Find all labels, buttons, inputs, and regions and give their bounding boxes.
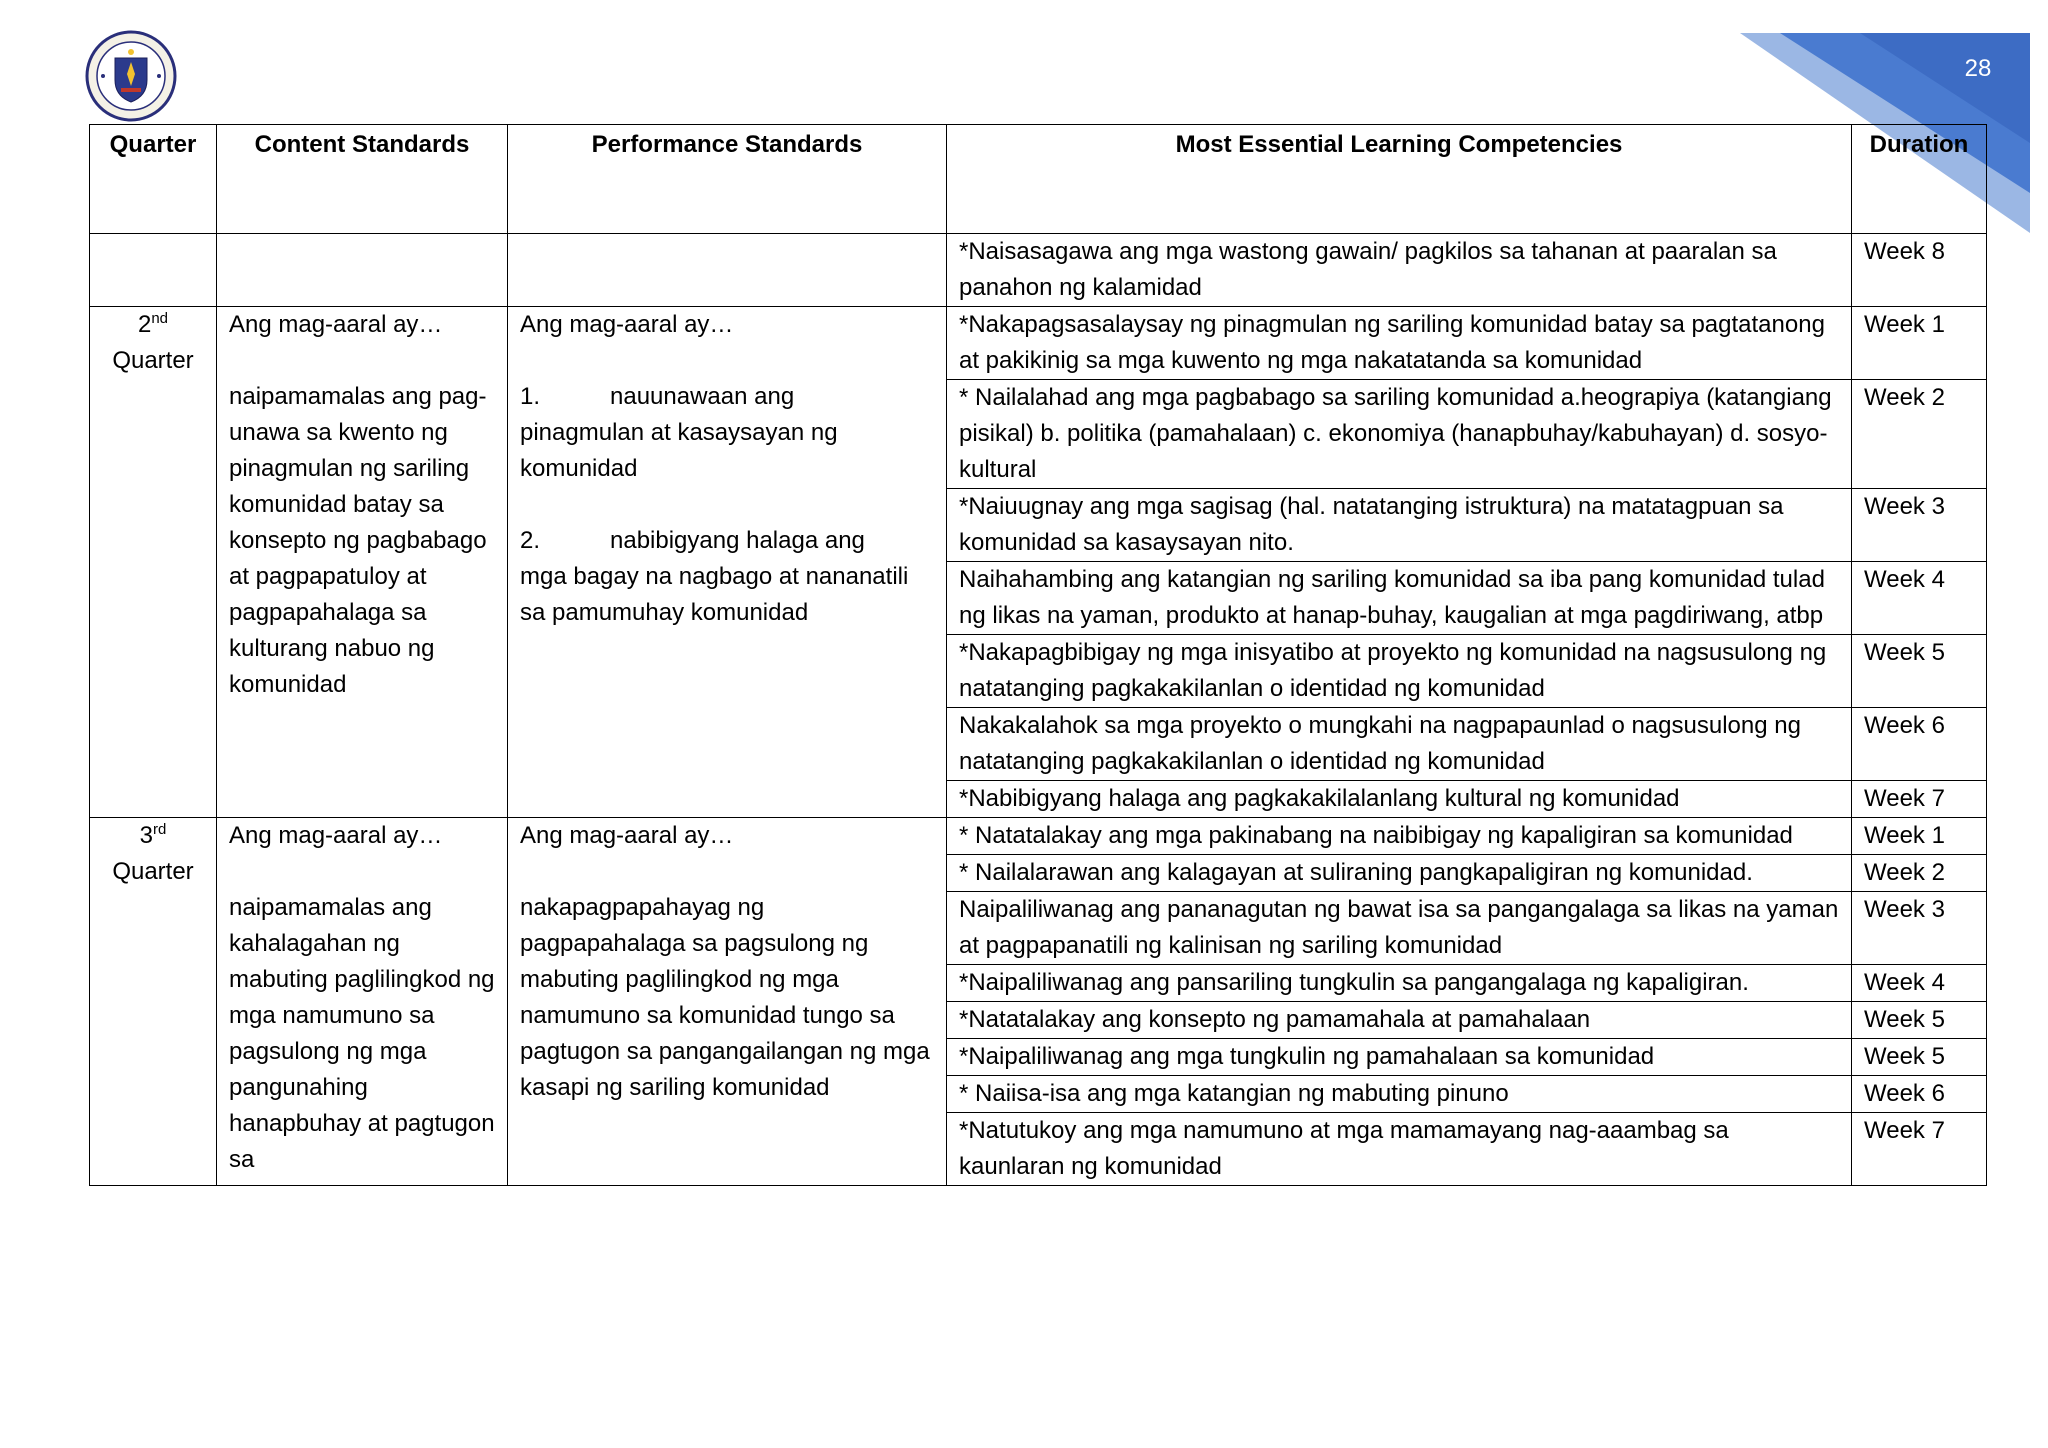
empty-cell (90, 234, 217, 307)
performance-standards-cell (508, 307, 947, 818)
competency-cell: * Naiisa-isa ang mga katangian ng mabuting pinuno (947, 1076, 1852, 1113)
competency-cell: *Naisasagawa ang mga wastong gawain/ pagkilos sa tahanan at paaralan sa panahon ng kalamidad (947, 234, 1852, 307)
duration-cell: Week 5 (1852, 635, 1987, 708)
duration-cell: Week 8 (1852, 234, 1987, 307)
performance-body: nakapagpapahayag ng pagpapahalaga sa pagsulong ng mabuting paglilingkod ng mga namumuno sa komunidad tungo sa pagtugon sa pangangailangan ng mga kasapi ng sariling komunidad (520, 894, 930, 1101)
duration-cell: Week 2 (1852, 380, 1987, 489)
header-quarter: Quarter (90, 125, 217, 234)
duration-cell: Week 7 (1852, 781, 1987, 818)
competency-cell: * Nailalarawan ang kalagayan at suliraning pangkapaligiran ng komunidad. (947, 855, 1852, 892)
quarter-suffix: nd (151, 310, 169, 327)
quarter-suffix: rd (153, 821, 167, 838)
duration-cell: Week 1 (1852, 818, 1987, 855)
quarter-cell (90, 307, 217, 818)
performance-item-1 (520, 379, 934, 487)
content-intro: Ang mag-aaral ay… (229, 822, 443, 849)
competency-cell: *Nakapagbibigay ng mga inisyatibo at proyekto ng komunidad na nagsusulong ng natatanging pagkakakilanlan o identidad ng komunidad (947, 635, 1852, 708)
item-number: 2. (520, 527, 541, 554)
competency-cell: * Natatalakay ang mga pakinabang na naibibigay ng kapaligiran sa komunidad (947, 818, 1852, 855)
competency-cell: *Naiuugnay ang mga sagisag (hal. natatanging istruktura) na matatagpuan sa komunidad sa kasaysayan nito. (947, 489, 1852, 562)
quarter-label: Quarter (112, 858, 194, 885)
duration-cell: Week 6 (1852, 1076, 1987, 1113)
content-body: naipamamalas ang pag- unawa sa kwento ng pinagmulan ng sariling komunidad batay sa konsepto ng pagbabago at pagpapatuloy at pagpapahalaga sa kulturang nabuo ng komunidad (229, 383, 487, 698)
competency-cell: *Naipaliliwanag ang pansariling tungkulin sa pangangalaga ng kapaligiran. (947, 965, 1852, 1002)
empty-cell (508, 234, 947, 307)
table-header-row (90, 125, 1987, 234)
competency-cell: Nakakalahok sa mga proyekto o mungkahi na nagpapaunlad o nagsusulong ng natatanging pagkakakilanlan o identidad ng komunidad (947, 708, 1852, 781)
quarter-label: Quarter (112, 347, 194, 374)
competency-cell: *Nabibigyang halaga ang pagkakakilalanlang kultural ng komunidad (947, 781, 1852, 818)
duration-cell: Week 5 (1852, 1002, 1987, 1039)
item-number: 1. (520, 383, 541, 410)
performance-intro: Ang mag-aaral ay… (520, 822, 734, 849)
competency-cell: *Natutukoy ang mga namumuno at mga mamamayang nag-aaambag sa kaunlaran ng komunidad (947, 1113, 1852, 1186)
quarter-number: 3 (139, 822, 153, 849)
content-intro: Ang mag-aaral ay… (229, 311, 443, 338)
empty-cell (217, 234, 508, 307)
performance-standards-cell (508, 818, 947, 1186)
competency-cell: * Nailalahad ang mga pagbabago sa sariling komunidad a.heograpiya (katangiang pisikal) b. politika (pamahalaan) c. ekonomiya (hanapbuhay/kabuhayan) d. sosyo-kultural (947, 380, 1852, 489)
competency-cell: *Naipaliliwanag ang mga tungkulin ng pamahalaan sa komunidad (947, 1039, 1852, 1076)
header-competencies: Most Essential Learning Competencies (947, 125, 1852, 234)
quarter-cell (90, 818, 217, 1186)
duration-cell: Week 4 (1852, 965, 1987, 1002)
table-row (90, 307, 1987, 380)
duration-cell: Week 7 (1852, 1113, 1987, 1186)
competency-cell: *Natatalakay ang konsepto ng pamamahala at pamahalaan (947, 1002, 1852, 1039)
content-standards-cell (217, 307, 508, 818)
item-text: nabibigyang halaga ang (610, 527, 865, 554)
competency-cell: *Nakapagsasalaysay ng pinagmulan ng sariling komunidad batay sa pagtatanong at pakikinig sa mga kuwento ng mga nakatatanda sa komunidad (947, 307, 1852, 380)
competency-cell: Naipaliliwanag ang pananagutan ng bawat isa sa pangangalaga sa likas na yaman at pagpapanatili ng kalinisan ng sariling komunidad (947, 892, 1852, 965)
item-text: nauunawaan ang (610, 383, 795, 410)
table-row (90, 818, 1987, 855)
table-row (90, 234, 1987, 307)
header-content-standards: Content Standards (217, 125, 508, 234)
duration-cell: Week 1 (1852, 307, 1987, 380)
duration-cell: Week 4 (1852, 562, 1987, 635)
competency-cell: Naihahambing ang katangian ng sariling komunidad sa iba pang komunidad tulad ng likas na yaman, produkto at hanap-buhay, kaugalian at mga pagdiriwang, atbp (947, 562, 1852, 635)
page-number: 28 (1964, 55, 1992, 82)
header-performance-standards: Performance Standards (508, 125, 947, 234)
performance-item-2 (520, 523, 934, 631)
item-text: pinagmulan at kasaysayan ng komunidad (520, 419, 838, 482)
deped-seal-icon (85, 30, 177, 122)
content-body: naipamamalas ang kahalagahan ng mabuting paglilingkod ng mga namumuno sa pagsulong ng mga pangunahing hanapbuhay at pagtugon sa (229, 894, 495, 1173)
curriculum-table (89, 124, 1987, 1186)
item-text: mga bagay na nagbago at nananatili sa pamumuhay komunidad (520, 563, 909, 626)
header-duration: Duration (1852, 125, 1987, 234)
duration-cell: Week 3 (1852, 489, 1987, 562)
duration-cell: Week 2 (1852, 855, 1987, 892)
duration-cell: Week 6 (1852, 708, 1987, 781)
quarter-number: 2 (137, 311, 152, 338)
content-standards-cell (217, 818, 508, 1186)
performance-intro: Ang mag-aaral ay… (520, 311, 734, 338)
duration-cell: Week 5 (1852, 1039, 1987, 1076)
duration-cell: Week 3 (1852, 892, 1987, 965)
